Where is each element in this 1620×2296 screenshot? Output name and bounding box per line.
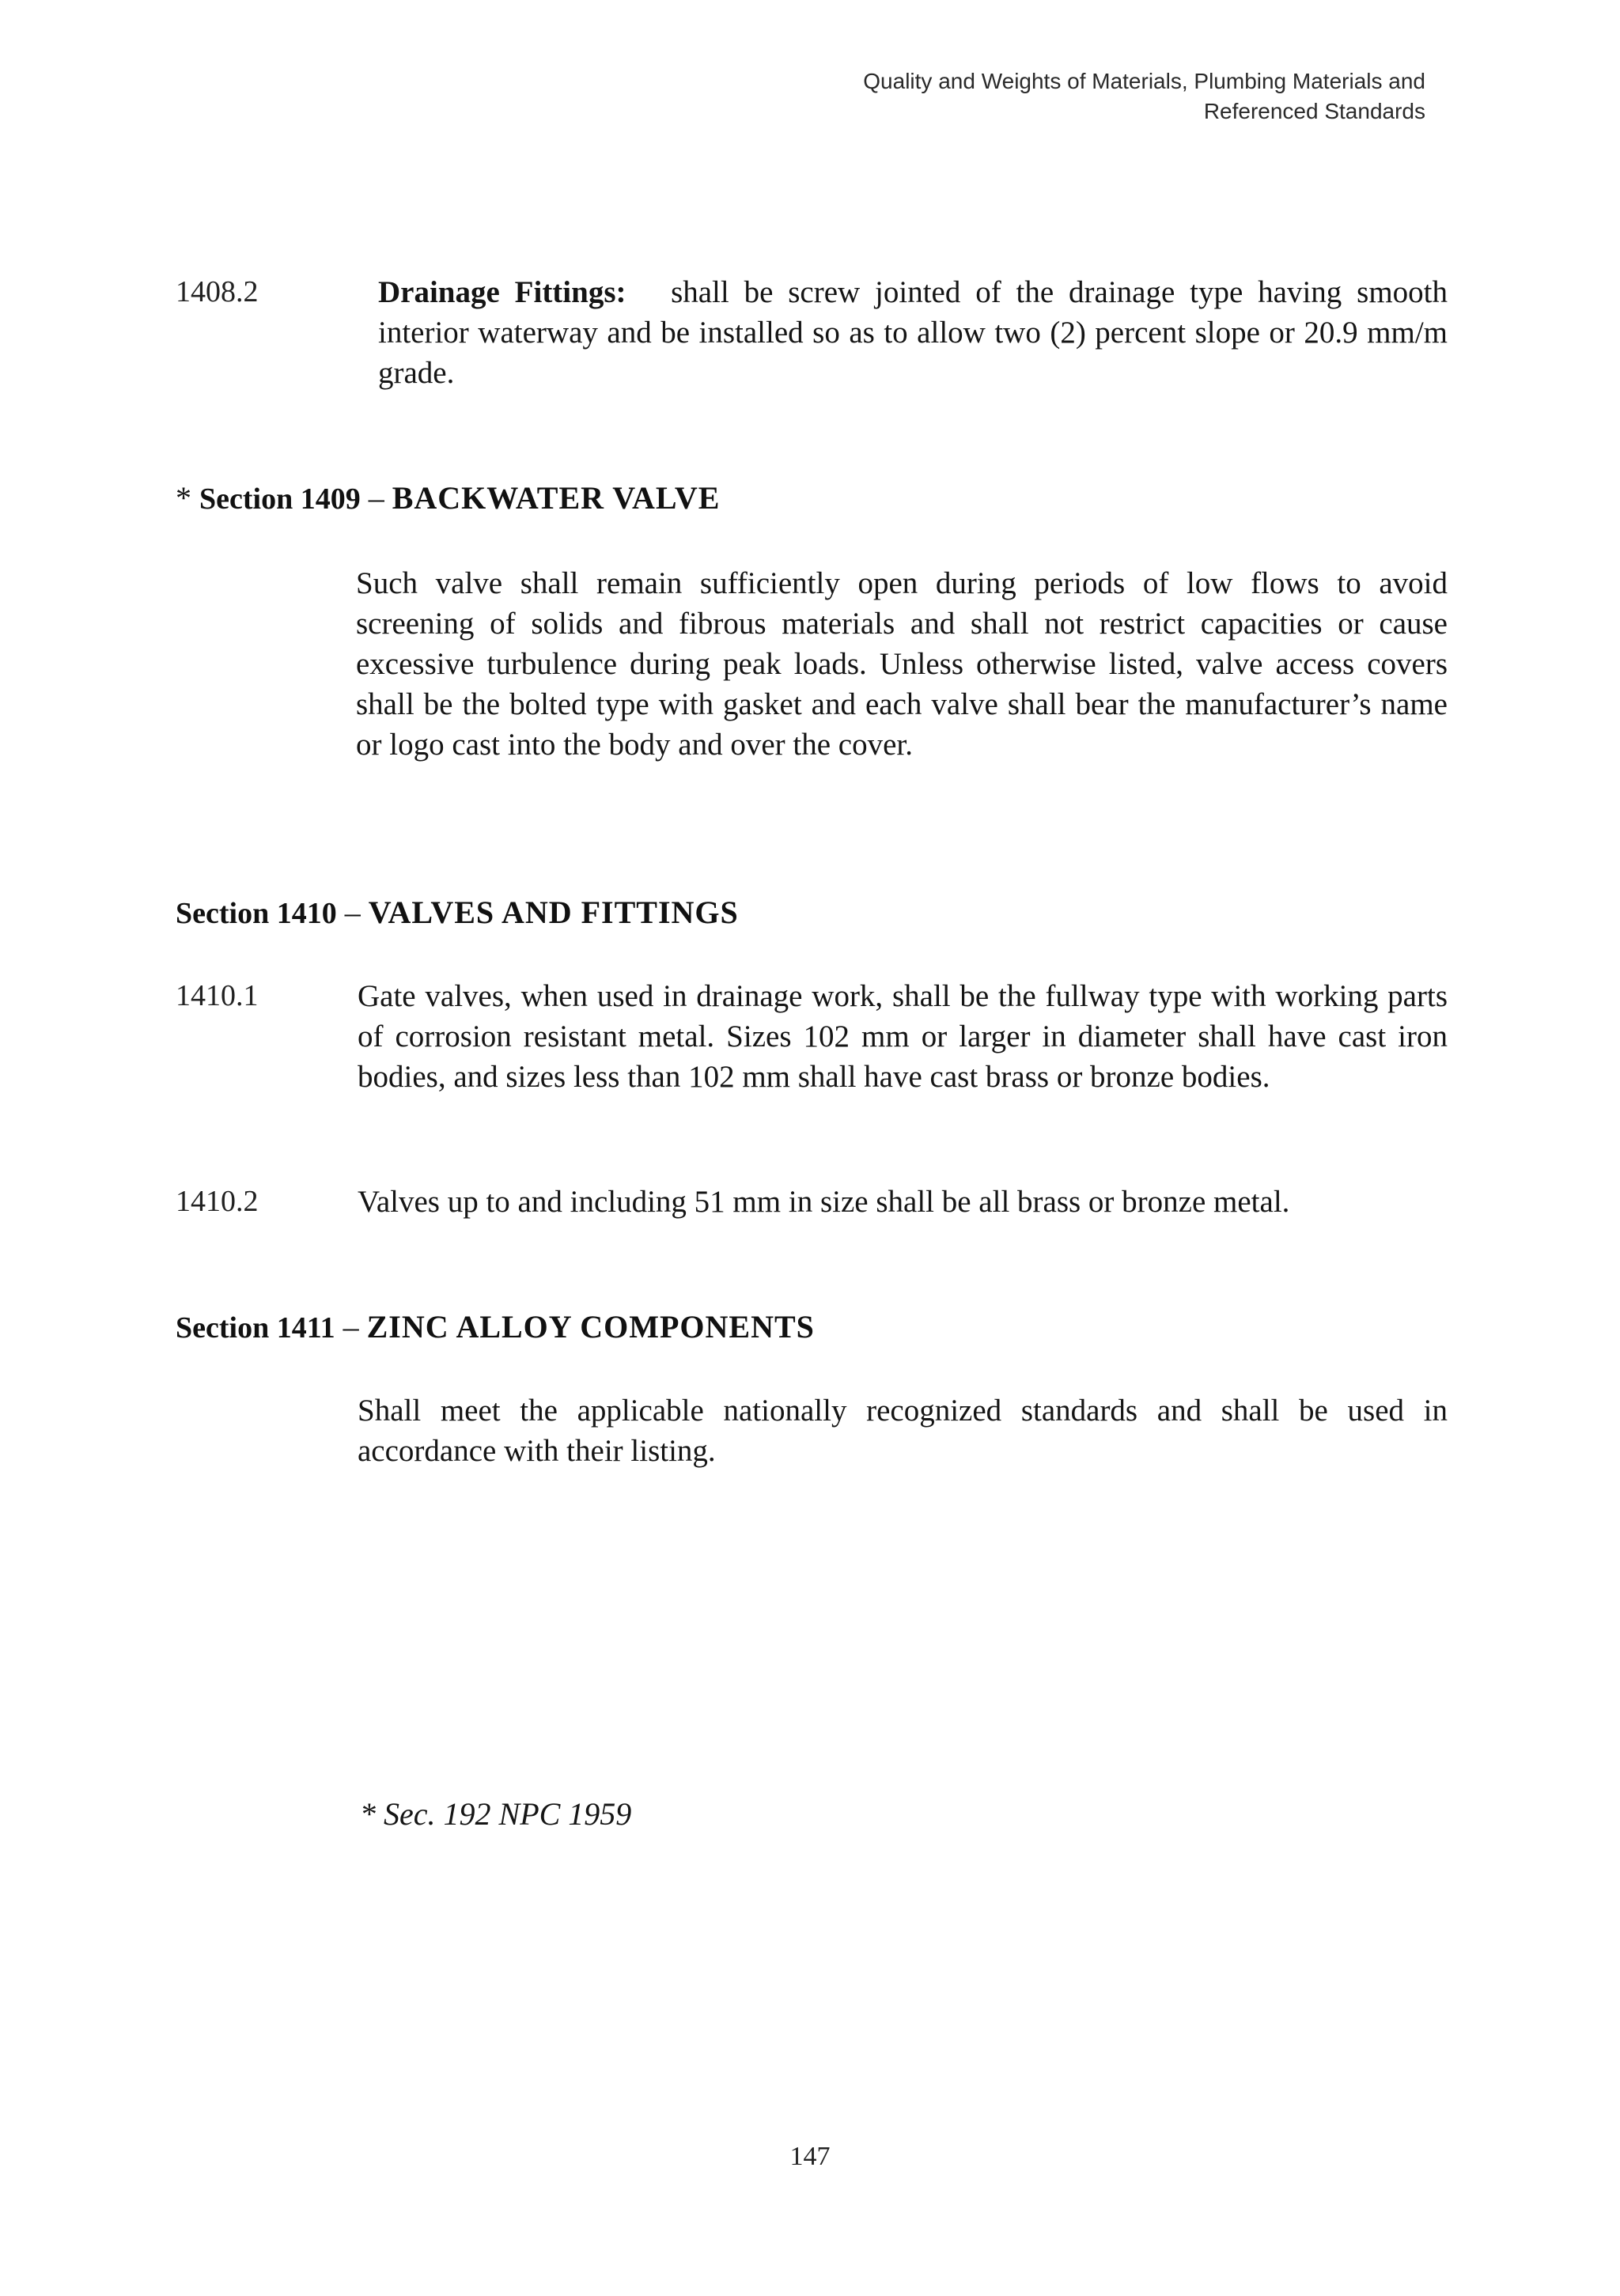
section-1411-title: ZINC ALLOY COMPONENTS — [366, 1309, 815, 1345]
section-1409-text: Such valve shall remain sufficiently open during periods of low flows to avoid screening of solids and fibrous materials and shall not restrict capacities or cause excessive turbulence during peak loads. Unless otherwise listed, valve access covers shall be the bolted type with gasket and each valve shall bear the manufacturer’s name or logo cast into the body and over the cover. — [356, 566, 1448, 762]
clause-number-1408-2: 1408.2 — [176, 275, 259, 308]
section-1411-heading — [176, 1307, 815, 1348]
page-number: 147 — [789, 2142, 831, 2171]
running-header — [634, 66, 1425, 127]
section-1410-dash: – — [344, 895, 361, 930]
section-1411-label: Section 1411 — [176, 1311, 335, 1345]
running-header-line-1: Quality and Weights of Materials, Plumbing Materials and — [863, 69, 1425, 93]
section-1410-title: VALVES AND FITTINGS — [368, 895, 739, 930]
clause-1410-2-text: Valves up to and including 51 mm in size shall be all brass or bronze metal. — [358, 1185, 1290, 1219]
section-1409-title: BACKWATER VALVE — [392, 480, 721, 516]
section-1411-dash: – — [343, 1309, 359, 1345]
footnote: * Sec. 192 NPC 1959 — [360, 1796, 632, 1832]
section-1410-heading — [176, 892, 739, 934]
clause-number-1410-2: 1410.2 — [176, 1185, 259, 1218]
clause-1408-2-text — [378, 272, 1448, 393]
section-1409-dash: – — [368, 480, 384, 516]
running-header-line-2: Referenced Standards — [1203, 99, 1425, 123]
section-1410-label: Section 1410 — [176, 897, 337, 930]
section-1409-heading — [176, 478, 720, 520]
section-1411-text: Shall meet the applicable nationally recognized standards and shall be used in accordance with their listing. — [358, 1394, 1448, 1468]
clause-1408-2-body: shall be screw jointed of the drainage type having smooth interior waterway and be installed so as to allow two (2) percent slope or 20.9 mm/m grade. — [378, 275, 1448, 390]
clause-1410-1-text: Gate valves, when used in drainage work, shall be the fullway type with working parts of corrosion resistant metal. Sizes 102 mm or larger in diameter shall have cast iron bodies, and sizes less than 102 mm shall have cast brass or bronze bodies. — [358, 979, 1448, 1094]
section-1409-label: Section 1409 — [199, 482, 361, 516]
footnote-marker: * — [176, 480, 191, 516]
clause-number-1410-1: 1410.1 — [176, 979, 259, 1012]
clause-1408-2-lead: Drainage Fittings: — [378, 275, 626, 309]
